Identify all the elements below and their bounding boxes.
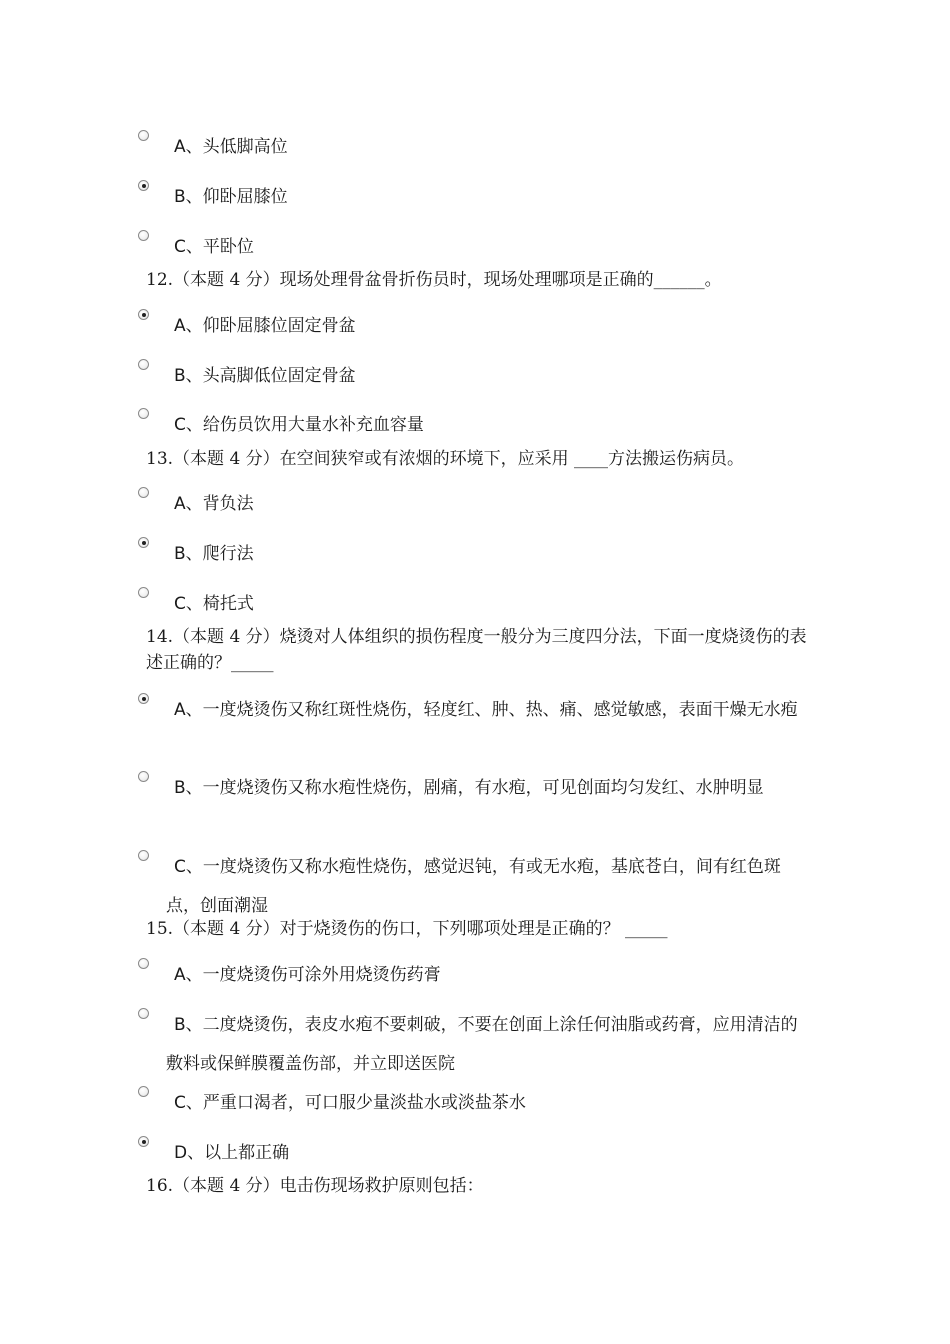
radio-unchecked-icon[interactable]: [138, 359, 149, 370]
radio-unchecked-icon[interactable]: [138, 850, 149, 861]
radio-unchecked-icon[interactable]: [138, 958, 149, 969]
q11-option-b-label: B、仰卧屈膝位: [174, 187, 288, 207]
radio-checked-icon[interactable]: [138, 1136, 149, 1147]
q12-option-b-label: B、头高脚低位固定骨盆: [174, 366, 356, 386]
q14-option-a-label: A、一度烧烫伤又称红斑性烧伤，轻度红、肿、热、痛、感觉敏感，表面干燥无水疱: [174, 700, 798, 720]
q15-option-d-label: D、以上都正确: [174, 1143, 290, 1163]
q11-option-a-label: A、头低脚高位: [174, 137, 288, 157]
radio-unchecked-icon[interactable]: [138, 130, 149, 141]
q13-question-text: 13.（本题 4 分）在空间狭窄或有浓烟的环境下，应采用 ____方法搬运伤病员。: [146, 449, 745, 469]
q15-option-a-label: A、一度烧烫伤可涂外用烧烫伤药膏: [174, 965, 441, 985]
radio-unchecked-icon[interactable]: [138, 1086, 149, 1097]
q12-question-text: 12.（本题 4 分）现场处理骨盆骨折伤员时，现场处理哪项是正确的______。: [146, 270, 722, 290]
q15-option-b-label: B、二度烧烫伤，表皮水疱不要刺破，不要在创面上涂任何油脂或药膏，应用清洁的敷料或保鲜膜覆盖伤部，并立即送医院: [166, 1015, 798, 1074]
radio-unchecked-icon[interactable]: [138, 487, 149, 498]
q12-option-c-label: C、给伤员饮用大量水补充血容量: [174, 415, 424, 435]
radio-unchecked-icon[interactable]: [138, 587, 149, 598]
q11-option-c-label: C、平卧位: [174, 237, 254, 257]
q12-option-a-label: A、仰卧屈膝位固定骨盆: [174, 316, 356, 336]
q15-option-c-label: C、严重口渴者，可口服少量淡盐水或淡盐茶水: [174, 1093, 526, 1113]
q15-question-text: 15.（本题 4 分）对于烧烫伤的伤口，下列哪项处理是正确的？ _____: [146, 919, 668, 939]
q14-option-c-label: C、一度烧烫伤又称水疱性烧伤，感觉迟钝，有或无水疱，基底苍白，间有红色斑点，创面潮湿: [166, 857, 781, 916]
radio-checked-icon[interactable]: [138, 693, 149, 704]
radio-unchecked-icon[interactable]: [138, 230, 149, 241]
q13-option-c-label: C、椅托式: [174, 594, 254, 614]
q13-option-b-label: B、爬行法: [174, 544, 254, 564]
q16-question-text: 16.（本题 4 分）电击伤现场救护原则包括：: [146, 1176, 484, 1196]
radio-checked-icon[interactable]: [138, 537, 149, 548]
radio-checked-icon[interactable]: [138, 309, 149, 320]
radio-unchecked-icon[interactable]: [138, 1008, 149, 1019]
radio-unchecked-icon[interactable]: [138, 408, 149, 419]
radio-checked-icon[interactable]: [138, 180, 149, 191]
radio-unchecked-icon[interactable]: [138, 771, 149, 782]
q13-option-a-label: A、背负法: [174, 494, 254, 514]
q14-option-b-label: B、一度烧烫伤又称水疱性烧伤，剧痛，有水疱，可见创面均匀发红、水肿明显: [174, 778, 764, 798]
q14-question-text: 14.（本题 4 分）烧烫对人体组织的损伤程度一般分为三度四分法，下面一度烧烫伤的表述正确的？_____: [146, 627, 807, 673]
